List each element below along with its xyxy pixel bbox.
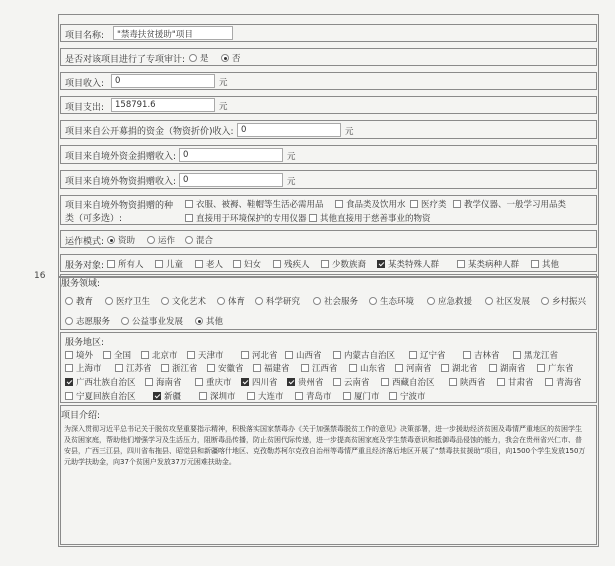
checkbox-icon bbox=[285, 351, 293, 359]
domain-label: 服务领域: bbox=[61, 279, 101, 289]
checkbox-icon bbox=[185, 200, 193, 208]
region-option[interactable] bbox=[513, 349, 558, 361]
checkbox-icon bbox=[441, 364, 449, 372]
region-option-label: 天津市 bbox=[198, 351, 224, 361]
radio-icon bbox=[65, 317, 73, 325]
checkbox-icon bbox=[273, 260, 281, 268]
project-name-row bbox=[60, 24, 597, 42]
checkbox-icon bbox=[65, 364, 73, 372]
region-option-label: 内蒙古自治区 bbox=[344, 351, 396, 361]
checkbox-icon bbox=[199, 392, 207, 400]
region-option-label: 宁波市 bbox=[400, 392, 426, 402]
audit-option-no[interactable] bbox=[221, 52, 241, 64]
region-option[interactable] bbox=[343, 390, 380, 402]
goods-types-row bbox=[60, 195, 597, 225]
checkbox-icon bbox=[410, 200, 418, 208]
region-option[interactable] bbox=[145, 376, 182, 388]
radio-icon bbox=[485, 297, 493, 305]
checkbox-icon bbox=[145, 378, 153, 386]
target-option-label: 残疾人 bbox=[284, 260, 310, 270]
goods-type-option[interactable] bbox=[410, 198, 447, 210]
radio-icon bbox=[255, 297, 263, 305]
foreign-funds-label: 项目来自境外资金捐赠收入: bbox=[65, 152, 177, 162]
radio-icon bbox=[427, 297, 435, 305]
checkbox-icon bbox=[309, 214, 317, 222]
region-option-label: 江苏省 bbox=[126, 364, 152, 374]
target-option-label: 某类病种人群 bbox=[468, 260, 520, 270]
checkbox-icon bbox=[295, 392, 303, 400]
domain-option-label: 其他 bbox=[206, 317, 224, 327]
public-funds-row bbox=[60, 120, 597, 139]
audit-label: 是否对该项目进行了专项审计: bbox=[65, 55, 186, 65]
checkbox-icon bbox=[161, 364, 169, 372]
domain-option[interactable] bbox=[65, 315, 110, 327]
region-option[interactable] bbox=[441, 362, 478, 374]
domain-row bbox=[60, 274, 597, 330]
mode-option-fund[interactable] bbox=[107, 234, 135, 246]
region-option[interactable] bbox=[463, 349, 500, 361]
region-option-label: 大连市 bbox=[258, 392, 284, 402]
mode-option-operate[interactable] bbox=[147, 234, 175, 246]
expense-field[interactable]: 158791.6 bbox=[111, 98, 215, 112]
target-option-label: 所有人 bbox=[118, 260, 144, 270]
region-option[interactable] bbox=[497, 376, 534, 388]
region-option[interactable] bbox=[381, 376, 435, 388]
region-option-label: 广东省 bbox=[548, 364, 574, 374]
region-option-label: 福建省 bbox=[264, 364, 290, 374]
audit-option-label: 否 bbox=[232, 54, 241, 64]
target-option-label: 少数族裔 bbox=[332, 260, 367, 270]
goods-type-option[interactable] bbox=[453, 198, 566, 210]
checkbox-icon bbox=[65, 351, 73, 359]
region-option[interactable] bbox=[285, 349, 322, 361]
checkbox-icon bbox=[457, 260, 465, 268]
region-option[interactable] bbox=[295, 390, 332, 402]
checkbox-icon bbox=[207, 364, 215, 372]
radio-icon bbox=[185, 236, 193, 244]
region-option[interactable] bbox=[537, 362, 574, 374]
region-option[interactable] bbox=[241, 349, 278, 361]
project-name-field[interactable]: "禁毒扶贫援助"项目 bbox=[113, 26, 233, 40]
domain-option[interactable] bbox=[105, 295, 150, 307]
checkbox-checked-icon bbox=[65, 378, 73, 386]
region-option-label: 云南省 bbox=[344, 378, 370, 388]
region-option-label: 深圳市 bbox=[210, 392, 236, 402]
domain-option[interactable] bbox=[313, 295, 358, 307]
region-option-label: 宁夏回族自治区 bbox=[76, 392, 136, 402]
goods-types-label-line2: 类（可多选）: bbox=[65, 214, 123, 224]
foreign-funds-field[interactable]: 0 bbox=[179, 148, 283, 162]
target-option[interactable] bbox=[155, 258, 183, 270]
target-option-label: 其他 bbox=[542, 260, 560, 270]
domain-option-label: 文化艺术 bbox=[172, 297, 207, 307]
checkbox-checked-icon bbox=[377, 260, 385, 268]
checkbox-checked-icon bbox=[287, 378, 295, 386]
checkbox-icon bbox=[65, 392, 73, 400]
region-option-label: 湖南省 bbox=[500, 364, 526, 374]
checkbox-icon bbox=[333, 378, 341, 386]
region-option-label: 西藏自治区 bbox=[392, 378, 435, 388]
radio-icon bbox=[121, 317, 129, 325]
checkbox-icon bbox=[115, 364, 123, 372]
region-option-label: 河南省 bbox=[406, 364, 432, 374]
region-option-label: 北京市 bbox=[152, 351, 178, 361]
mode-label: 运作模式: bbox=[65, 237, 105, 247]
target-option-label: 某类特殊人群 bbox=[388, 260, 440, 270]
goods-type-option[interactable] bbox=[309, 212, 431, 224]
domain-option[interactable] bbox=[65, 295, 93, 307]
region-row bbox=[60, 332, 597, 403]
region-option-label: 上海市 bbox=[76, 364, 102, 374]
region-option[interactable] bbox=[65, 349, 93, 361]
checkbox-icon bbox=[107, 260, 115, 268]
region-option-label: 新疆 bbox=[164, 392, 182, 402]
region-option[interactable] bbox=[395, 362, 432, 374]
region-option-label: 全国 bbox=[114, 351, 132, 361]
domain-option-label: 体育 bbox=[228, 297, 246, 307]
checkbox-checked-icon bbox=[241, 378, 249, 386]
domain-option[interactable] bbox=[369, 295, 414, 307]
region-option-label: 广西壮族自治区 bbox=[76, 378, 136, 388]
target-option[interactable] bbox=[321, 258, 366, 270]
checkbox-icon bbox=[545, 378, 553, 386]
target-option[interactable] bbox=[107, 258, 144, 270]
radio-icon bbox=[105, 297, 113, 305]
radio-selected-icon bbox=[195, 317, 203, 325]
domain-option-label: 生态环境 bbox=[380, 297, 415, 307]
region-option-label: 浙江省 bbox=[172, 364, 198, 374]
target-option-label: 儿童 bbox=[166, 260, 184, 270]
domain-option[interactable] bbox=[195, 315, 223, 327]
checkbox-icon bbox=[489, 364, 497, 372]
radio-selected-icon bbox=[107, 236, 115, 244]
checkbox-icon bbox=[381, 378, 389, 386]
checkbox-icon bbox=[409, 351, 417, 359]
radio-icon bbox=[161, 297, 169, 305]
region-option-label: 陕西省 bbox=[460, 378, 486, 388]
income-unit: 元 bbox=[219, 78, 228, 88]
foreign-goods-unit: 元 bbox=[287, 177, 296, 187]
domain-option-label: 社会服务 bbox=[324, 297, 359, 307]
checkbox-icon bbox=[453, 200, 461, 208]
expense-unit: 元 bbox=[219, 102, 228, 112]
region-option-label: 山西省 bbox=[296, 351, 322, 361]
region-option[interactable] bbox=[489, 362, 526, 374]
region-option[interactable] bbox=[545, 376, 582, 388]
domain-option[interactable] bbox=[161, 295, 206, 307]
checkbox-icon bbox=[233, 260, 241, 268]
checkbox-icon bbox=[155, 260, 163, 268]
domain-option-label: 教育 bbox=[76, 297, 94, 307]
region-label: 服务地区: bbox=[65, 338, 105, 348]
target-row bbox=[60, 254, 597, 272]
goods-type-label: 直接用于环境保护的专用仪器 bbox=[196, 214, 307, 224]
checkbox-icon bbox=[333, 351, 341, 359]
region-option[interactable] bbox=[247, 390, 284, 402]
domain-option-label: 志愿服务 bbox=[76, 317, 111, 327]
goods-type-option[interactable] bbox=[185, 198, 324, 210]
mode-row bbox=[60, 230, 597, 248]
region-option-label: 甘肃省 bbox=[508, 378, 534, 388]
radio-icon bbox=[313, 297, 321, 305]
domain-option[interactable] bbox=[255, 295, 300, 307]
checkbox-icon bbox=[389, 392, 397, 400]
page-index: 16 bbox=[34, 271, 46, 281]
region-option[interactable] bbox=[333, 349, 395, 361]
income-row bbox=[60, 72, 597, 90]
checkbox-icon bbox=[141, 351, 149, 359]
region-option-label: 辽宁省 bbox=[420, 351, 446, 361]
target-option-label: 妇女 bbox=[244, 260, 262, 270]
foreign-funds-unit: 元 bbox=[287, 152, 296, 162]
income-field[interactable]: 0 bbox=[111, 74, 215, 88]
region-option-label: 贵州省 bbox=[298, 378, 324, 388]
domain-option-label: 应急救援 bbox=[438, 297, 473, 307]
checkbox-icon bbox=[253, 364, 261, 372]
checkbox-icon bbox=[463, 351, 471, 359]
region-option-label: 青海省 bbox=[556, 378, 582, 388]
region-option[interactable] bbox=[103, 349, 131, 361]
checkbox-icon bbox=[513, 351, 521, 359]
region-option[interactable] bbox=[195, 376, 232, 388]
region-option[interactable] bbox=[449, 376, 486, 388]
radio-icon bbox=[147, 236, 155, 244]
region-option-label: 境外 bbox=[76, 351, 94, 361]
radio-icon bbox=[189, 54, 197, 62]
checkbox-icon bbox=[301, 364, 309, 372]
radio-icon bbox=[217, 297, 225, 305]
domain-option-label: 社区发展 bbox=[496, 297, 531, 307]
region-option-label: 江西省 bbox=[312, 364, 338, 374]
public-funds-label: 项目来自公开募捐的资金（物资折价)收入: bbox=[65, 127, 234, 137]
region-option[interactable] bbox=[115, 362, 152, 374]
domain-option-label: 科学研究 bbox=[266, 297, 301, 307]
domain-option[interactable] bbox=[121, 315, 183, 327]
region-option[interactable] bbox=[349, 362, 386, 374]
checkbox-icon bbox=[335, 200, 343, 208]
region-option-label: 重庆市 bbox=[206, 378, 232, 388]
foreign-goods-row bbox=[60, 170, 597, 189]
region-option-label: 安徽省 bbox=[218, 364, 244, 374]
region-option-label: 山东省 bbox=[360, 364, 386, 374]
region-option[interactable] bbox=[253, 362, 290, 374]
checkbox-icon bbox=[247, 392, 255, 400]
region-option-label: 吉林省 bbox=[474, 351, 500, 361]
radio-icon bbox=[369, 297, 377, 305]
region-option-label: 青岛市 bbox=[306, 392, 332, 402]
checkbox-icon bbox=[195, 260, 203, 268]
goods-type-label: 食品类及饮用水 bbox=[346, 200, 406, 210]
domain-option[interactable] bbox=[217, 295, 245, 307]
region-option[interactable] bbox=[287, 376, 324, 388]
checkbox-icon bbox=[497, 378, 505, 386]
region-option-label: 湖北省 bbox=[452, 364, 478, 374]
checkbox-icon bbox=[449, 378, 457, 386]
target-option[interactable] bbox=[377, 258, 439, 270]
region-option-label: 海南省 bbox=[156, 378, 182, 388]
radio-selected-icon bbox=[221, 54, 229, 62]
checkbox-icon bbox=[537, 364, 545, 372]
domain-option[interactable] bbox=[427, 295, 472, 307]
mode-option-label: 运作 bbox=[158, 236, 176, 246]
region-option[interactable] bbox=[153, 390, 181, 402]
region-option-label: 四川省 bbox=[252, 378, 278, 388]
checkbox-icon bbox=[321, 260, 329, 268]
region-option[interactable] bbox=[333, 376, 370, 388]
domain-option[interactable] bbox=[485, 295, 530, 307]
target-label: 服务对象: bbox=[65, 261, 105, 271]
audit-option-label: 是 bbox=[200, 54, 209, 64]
region-option[interactable] bbox=[199, 390, 236, 402]
public-funds-unit: 元 bbox=[345, 127, 354, 137]
region-option-label: 黑龙江省 bbox=[524, 351, 559, 361]
radio-icon bbox=[541, 297, 549, 305]
domain-option-label: 医疗卫生 bbox=[116, 297, 151, 307]
checkbox-icon bbox=[395, 364, 403, 372]
goods-type-option[interactable] bbox=[335, 198, 406, 210]
checkbox-icon bbox=[349, 364, 357, 372]
income-label: 项目收入: bbox=[65, 79, 105, 89]
region-option[interactable] bbox=[241, 376, 278, 388]
checkbox-icon bbox=[531, 260, 539, 268]
foreign-goods-field[interactable]: 0 bbox=[179, 173, 283, 187]
region-option[interactable] bbox=[207, 362, 244, 374]
mode-option-label: 混合 bbox=[196, 236, 214, 246]
target-option[interactable] bbox=[457, 258, 519, 270]
region-option[interactable] bbox=[65, 376, 136, 388]
checkbox-icon bbox=[103, 351, 111, 359]
target-option[interactable] bbox=[195, 258, 223, 270]
target-option[interactable] bbox=[531, 258, 559, 270]
region-option-label: 厦门市 bbox=[354, 392, 380, 402]
checkbox-checked-icon bbox=[153, 392, 161, 400]
mode-option-mixed[interactable] bbox=[185, 234, 213, 246]
goods-type-label: 衣服、被褥、鞋帽等生活必需用品 bbox=[196, 200, 324, 210]
foreign-goods-label: 项目来自境外物资捐赠收入: bbox=[65, 177, 177, 187]
intro-label: 项目介绍: bbox=[61, 411, 101, 421]
goods-type-label: 医疗类 bbox=[421, 200, 447, 210]
checkbox-icon bbox=[195, 378, 203, 386]
expense-label: 项目支出: bbox=[65, 103, 105, 113]
region-option[interactable] bbox=[65, 362, 102, 374]
radio-icon bbox=[65, 297, 73, 305]
project-name-label: 项目名称: bbox=[65, 31, 105, 41]
checkbox-icon bbox=[241, 351, 249, 359]
region-option[interactable] bbox=[65, 390, 136, 402]
target-option-label: 老人 bbox=[206, 260, 224, 270]
intro-text: 为深入贯彻习近平总书记关于脱贫攻坚重要指示精神，积极落实国家禁毒办《关于加强禁毒脱贫工作的意见》决策部署，进一步援助经济贫困及毒情严重地区的贫困学生及贫困家庭，帮助他们增强学习及生活压力，阻断毒品传播，防止贫困代际传递，进一步提高贫困家庭及学生禁毒意识和抵御毒品侵蚀的能力，我会在贵州省兴仁市、普安县，广西三江县，四川省布拖县、昭觉县和新疆喀什地区、克孜勒苏柯尔克孜自治州等毒情严重且经济落后地区开展了“禁毒扶贫援助”项目，向1500个学生发放150万元助学扶助金，向37个贫困户发放37万元困难扶助金。 bbox=[64, 425, 586, 466]
region-option[interactable] bbox=[187, 349, 224, 361]
domain-option-label: 公益事业发展 bbox=[132, 317, 184, 327]
target-option[interactable] bbox=[273, 258, 310, 270]
goods-type-option[interactable] bbox=[185, 212, 307, 224]
audit-row bbox=[60, 48, 597, 66]
region-option[interactable] bbox=[409, 349, 446, 361]
goods-type-label: 教学仪器、一般学习用品类 bbox=[464, 200, 567, 210]
region-option[interactable] bbox=[141, 349, 178, 361]
region-option[interactable] bbox=[301, 362, 338, 374]
domain-option[interactable] bbox=[541, 295, 586, 307]
domain-option-label: 乡村振兴 bbox=[552, 297, 587, 307]
expense-row bbox=[60, 96, 597, 114]
region-option[interactable] bbox=[389, 390, 426, 402]
goods-types-label-line1: 项目来自境外物资捐赠的种 bbox=[65, 201, 174, 211]
foreign-funds-row bbox=[60, 145, 597, 164]
checkbox-icon bbox=[343, 392, 351, 400]
mode-option-label: 资助 bbox=[118, 236, 136, 246]
checkbox-icon bbox=[187, 351, 195, 359]
audit-option-yes[interactable] bbox=[189, 52, 209, 64]
goods-type-label: 其他直接用于慈善事业的物资 bbox=[320, 214, 431, 224]
region-option[interactable] bbox=[161, 362, 198, 374]
target-option[interactable] bbox=[233, 258, 261, 270]
region-option-label: 河北省 bbox=[252, 351, 278, 361]
public-funds-field[interactable]: 0 bbox=[237, 123, 341, 137]
checkbox-icon bbox=[185, 214, 193, 222]
